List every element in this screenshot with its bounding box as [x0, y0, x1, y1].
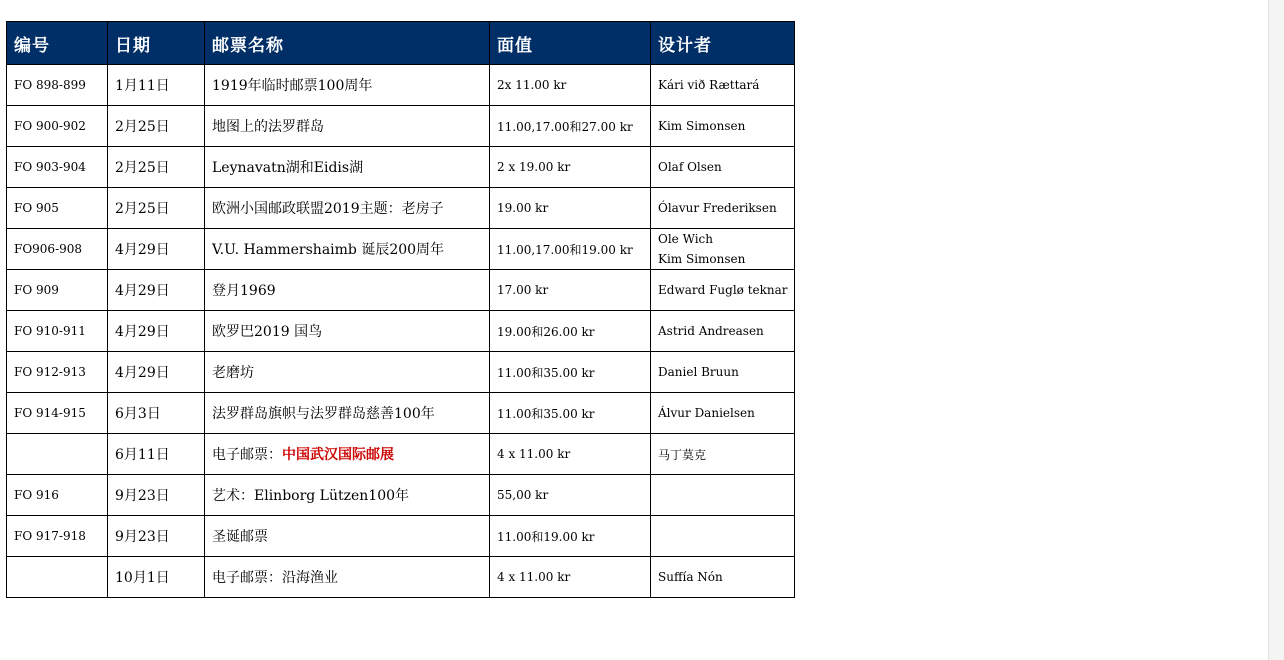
cell-name: 老磨坊 [205, 352, 490, 393]
cell-code: FO 912-913 [7, 352, 108, 393]
cell-designer: 马丁莫克 [651, 434, 795, 475]
table-row [7, 106, 795, 147]
cell-name: Leynavatn湖和Eidis湖 [205, 147, 490, 188]
cell-value: 11.00,17.00和19.00 kr [490, 229, 651, 270]
cell-value: 11.00和19.00 kr [490, 516, 651, 557]
cell-name: 艺术：Elinborg Lützen100年 [205, 475, 490, 516]
cell-name: 圣诞邮票 [205, 516, 490, 557]
cell-code: FO 916 [7, 475, 108, 516]
cell-date: 1月11日 [108, 65, 205, 106]
cell-designer: Daniel Bruun [651, 352, 795, 393]
header-designer: 设计者 [651, 22, 795, 65]
cell-name: 欧罗巴2019 国鸟 [205, 311, 490, 352]
cell-date: 4月29日 [108, 352, 205, 393]
table-row [7, 270, 795, 311]
cell-date: 10月1日 [108, 557, 205, 598]
cell-date: 6月3日 [108, 393, 205, 434]
cell-designer: Kári við Rættará [651, 65, 795, 106]
cell-code: FO 898-899 [7, 65, 108, 106]
cell-date: 4月29日 [108, 311, 205, 352]
designer-line: Kim Simonsen [658, 252, 746, 266]
table-row [7, 393, 795, 434]
header-date: 日期 [108, 22, 205, 65]
table-header-row [7, 22, 795, 65]
table-row [7, 147, 795, 188]
cell-code: FO 900-902 [7, 106, 108, 147]
header-value: 面值 [490, 22, 651, 65]
cell-name [205, 434, 490, 475]
header-name: 邮票名称 [205, 22, 490, 65]
cell-value: 2x 11.00 kr [490, 65, 651, 106]
cell-name: 登月1969 [205, 270, 490, 311]
cell-designer: Álvur Danielsen [651, 393, 795, 434]
cell-code: FO 909 [7, 270, 108, 311]
cell-date: 9月23日 [108, 516, 205, 557]
table-row [7, 65, 795, 106]
cell-code: FO906-908 [7, 229, 108, 270]
cell-code: FO 914-915 [7, 393, 108, 434]
cell-value: 4 x 11.00 kr [490, 434, 651, 475]
table-row [7, 229, 795, 270]
vertical-scrollbar[interactable] [1268, 0, 1284, 660]
cell-date: 6月11日 [108, 434, 205, 475]
cell-value: 11.00和35.00 kr [490, 352, 651, 393]
cell-designer: Astrid Andreasen [651, 311, 795, 352]
table-row [7, 475, 795, 516]
cell-code: FO 917-918 [7, 516, 108, 557]
cell-code [7, 557, 108, 598]
cell-designer: Ólavur Frederiksen [651, 188, 795, 229]
table-row [7, 434, 795, 475]
table-row [7, 557, 795, 598]
cell-name: 法罗群岛旗帜与法罗群岛慈善100年 [205, 393, 490, 434]
cell-value: 19.00和26.00 kr [490, 311, 651, 352]
table-row [7, 311, 795, 352]
cell-value: 11.00,17.00和27.00 kr [490, 106, 651, 147]
cell-name: 1919年临时邮票100周年 [205, 65, 490, 106]
cell-designer [651, 475, 795, 516]
header-code: 编号 [7, 22, 108, 65]
cell-designer: Olaf Olsen [651, 147, 795, 188]
table-row [7, 188, 795, 229]
cell-designer: Kim Simonsen [651, 106, 795, 147]
cell-name: 欧洲小国邮政联盟2019主题：老房子 [205, 188, 490, 229]
cell-value: 4 x 11.00 kr [490, 557, 651, 598]
cell-code [7, 434, 108, 475]
cell-designer: Edward Fuglø teknar [651, 270, 795, 311]
cell-value: 55,00 kr [490, 475, 651, 516]
cell-date: 2月25日 [108, 147, 205, 188]
name-prefix: 电子邮票： [212, 447, 282, 463]
cell-value: 2 x 19.00 kr [490, 147, 651, 188]
cell-date: 2月25日 [108, 188, 205, 229]
cell-name: 电子邮票：沿海渔业 [205, 557, 490, 598]
stamp-issues-table [6, 21, 795, 598]
cell-value: 19.00 kr [490, 188, 651, 229]
cell-name: 地图上的法罗群岛 [205, 106, 490, 147]
cell-date: 9月23日 [108, 475, 205, 516]
cell-code: FO 903-904 [7, 147, 108, 188]
cell-designer [651, 516, 795, 557]
table-row [7, 516, 795, 557]
designer-line: Ole Wich [658, 232, 714, 246]
cell-date: 2月25日 [108, 106, 205, 147]
cell-designer: Suffía Nón [651, 557, 795, 598]
cell-designer [651, 229, 795, 270]
cell-code: FO 910-911 [7, 311, 108, 352]
cell-value: 11.00和35.00 kr [490, 393, 651, 434]
cell-name: V.U. Hammershaimb 诞辰200周年 [205, 229, 490, 270]
cell-code: FO 905 [7, 188, 108, 229]
wuhan-expo-link[interactable]: 中国武汉国际邮展 [282, 447, 394, 463]
cell-date: 4月29日 [108, 270, 205, 311]
table-row [7, 352, 795, 393]
cell-date: 4月29日 [108, 229, 205, 270]
cell-value: 17.00 kr [490, 270, 651, 311]
